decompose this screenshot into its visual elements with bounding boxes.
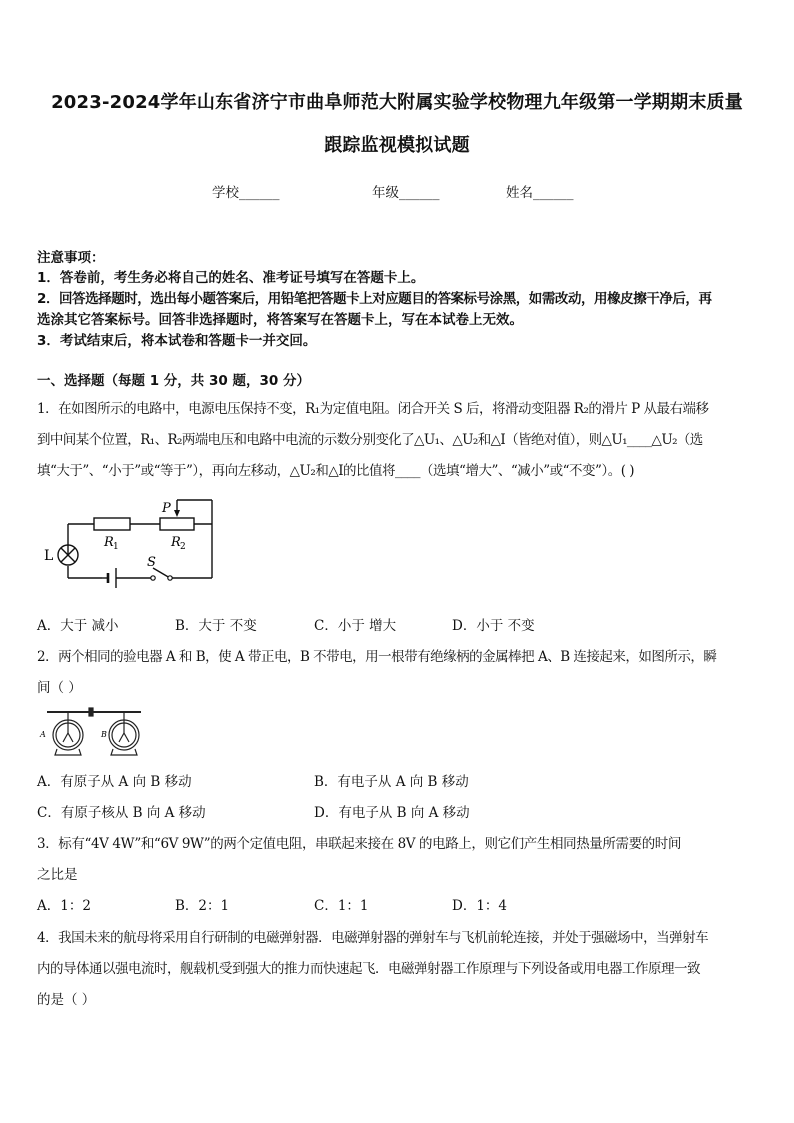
label-r1-sub: 1 xyxy=(113,542,119,552)
grade-field: 年级______ xyxy=(372,185,440,201)
switch-contact xyxy=(168,576,172,580)
question-1-option-a: A．大于 减小 xyxy=(37,618,119,634)
question-1-line3: 填“大于”、“小于”或“等于”），再向左移动，△U₂和△I的比值将____（选填“增大”、“减小”或“不变”）。( ) xyxy=(37,463,635,479)
rheostat-r2 xyxy=(160,518,194,530)
question-1-circuit-diagram xyxy=(40,494,220,589)
question-4-line2: 内的导体通以强电流时，舰载机受到强大的推力而快速起飞．电磁弹射器工作原理与下列设备或用电器工作原理一致 xyxy=(37,961,700,977)
label-l: L xyxy=(44,548,54,564)
question-2-option-d: D．有电子从 B 向 A 移动 xyxy=(314,805,470,821)
question-2-option-b: B．有电子从 A 向 B 移动 xyxy=(314,774,469,790)
question-1-option-d: D．小于 不变 xyxy=(452,618,535,634)
question-1-line1: 1．在如图所示的电路中，电源电压保持不变，R₁为定值电阻。闭合开关 S 后，将滑动变阻器 R₂的滑片 P 从最右端移 xyxy=(37,401,709,417)
question-2-line1: 2．两个相同的验电器 A 和 B，使 A 带正电，B 不带电，用一根带有绝缘柄的金属棒把 A、B 连接起来，如图所示，瞬 xyxy=(37,649,717,665)
notice-item-1: 1．答卷前，考生务必将自己的姓名、准考证号填写在答题卡上。 xyxy=(37,270,425,286)
name-field: 姓名______ xyxy=(506,185,574,201)
question-2-line2: 间（ ） xyxy=(37,680,82,696)
notice-item-3: 3．考试结束后，将本试卷和答题卡一并交回。 xyxy=(37,333,317,349)
label-s: S xyxy=(147,555,156,570)
question-3-option-c: C．1：1 xyxy=(314,898,369,914)
exam-title-line1: 2023-2024学年山东省济宁市曲阜师范大附属实验学校物理九年级第一学期期末质量 xyxy=(51,92,743,113)
label-r1: R xyxy=(104,535,114,550)
school-field: 学校______ xyxy=(212,185,280,201)
label-p: P xyxy=(162,501,171,516)
question-3-option-a: A．1：2 xyxy=(37,898,91,914)
question-4-line3: 的是（ ） xyxy=(37,992,96,1008)
question-4-line1: 4．我国未来的航母将采用自行研制的电磁弹射器．电磁弹射器的弹射车与飞机前轮连接，并处于强磁场中，当弹射车 xyxy=(37,930,709,946)
question-1-option-c: C．小于 增大 xyxy=(314,618,397,634)
label-r2-sub: 2 xyxy=(180,542,186,552)
question-2-option-c: C．有原子核从 B 向 A 移动 xyxy=(37,805,206,821)
question-3-line1: 3．标有“4V 4W”和“6V 9W”的两个定值电阻，串联起来接在 8V 的电路上，则它们产生相同热量所需要的时间 xyxy=(37,836,682,852)
switch-contact xyxy=(151,576,155,580)
label-r2: R xyxy=(171,535,181,550)
notice-heading: 注意事项： xyxy=(37,250,105,266)
notice-item-2-line1: 2．回答选择题时，选出每小题答案后，用铅笔把答题卡上对应题目的答案标号涂黑，如需改动，用橡皮擦干净后，再 xyxy=(37,291,712,307)
question-1-line2: 到中间某个位置，R₁、R₂两端电压和电路中电流的示数分别变化了△U₁、△U₂和△I（皆绝对值），则△U₁____△U₂（选 xyxy=(37,432,703,448)
label-b: B xyxy=(101,730,107,739)
label-a: A xyxy=(40,730,46,739)
question-3-option-d: D．1：4 xyxy=(452,898,508,914)
question-3-option-b: B．2：1 xyxy=(175,898,230,914)
question-2-option-a: A．有原子从 A 向 B 移动 xyxy=(37,774,192,790)
exam-title-line2: 跟踪监视模拟试题 xyxy=(324,135,470,156)
notice-item-2-line2: 选涂其它答案标号。回答非选择题时，将答案写在答题卡上，写在本试卷上无效。 xyxy=(37,312,523,328)
question-3-line2: 之比是 xyxy=(37,867,78,883)
section-heading: 一、选择题（每题 1 分，共 30 题，30 分） xyxy=(37,373,310,389)
question-2-electroscope-diagram xyxy=(37,703,152,758)
resistor-r1 xyxy=(94,518,130,530)
question-1-option-b: B．大于 不变 xyxy=(175,618,257,634)
